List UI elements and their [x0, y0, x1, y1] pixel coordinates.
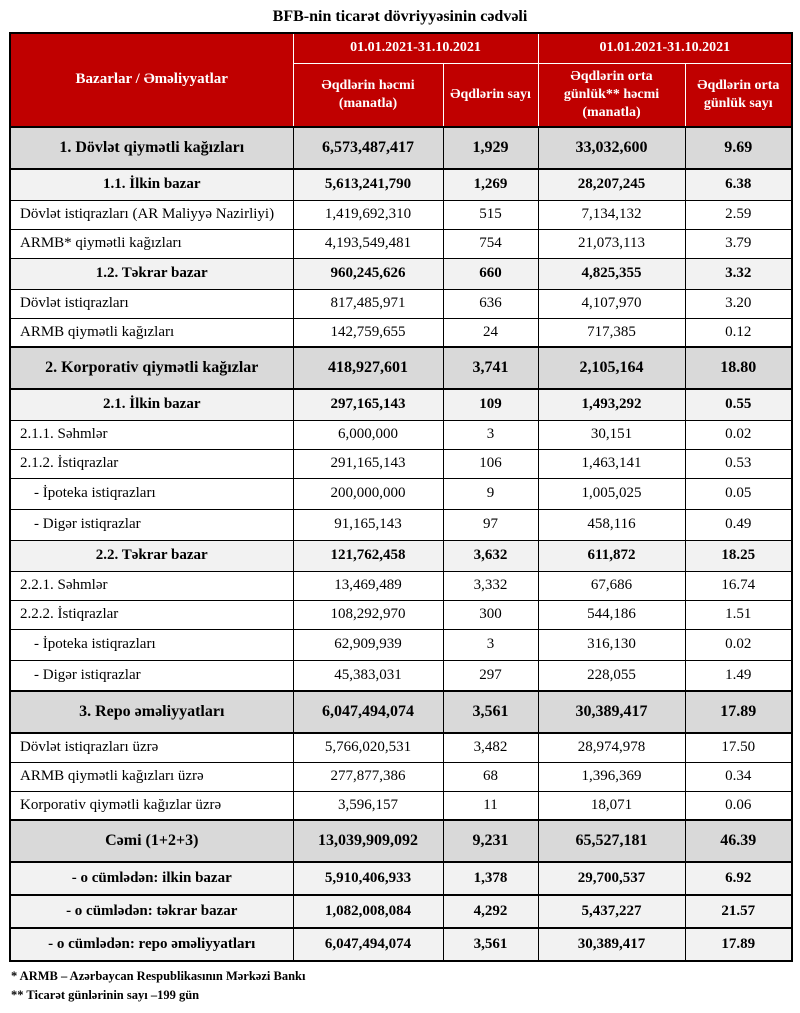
cell-deal-volume: 1,082,008,084 — [293, 895, 443, 928]
header-period-2: 01.01.2021-31.10.2021 — [538, 33, 792, 63]
cell-avg-daily-volume: 33,032,600 — [538, 127, 685, 169]
trading-turnover-table — [9, 32, 793, 962]
row-label: 2.2. Təkrar bazar — [10, 540, 293, 571]
cell-deal-count: 1,378 — [443, 862, 538, 895]
row-label: - İpoteka istiqrazları — [10, 629, 293, 660]
cell-deal-count: 3 — [443, 629, 538, 660]
cell-avg-daily-count: 0.12 — [685, 318, 792, 347]
row-label: - o cümlədən: repo əməliyyatları — [10, 928, 293, 961]
table-row-12 — [10, 509, 792, 540]
cell-avg-daily-volume: 1,396,369 — [538, 762, 685, 791]
table-row-8 — [10, 389, 792, 420]
cell-avg-daily-count: 6.92 — [685, 862, 792, 895]
cell-deal-volume: 5,613,241,790 — [293, 169, 443, 200]
table-row-9 — [10, 420, 792, 449]
cell-deal-volume: 1,419,692,310 — [293, 200, 443, 229]
cell-avg-daily-count: 1.49 — [685, 660, 792, 691]
cell-deal-count: 4,292 — [443, 895, 538, 928]
cell-deal-count: 3,561 — [443, 691, 538, 733]
row-label: Dövlət istiqrazları üzrə — [10, 733, 293, 762]
row-label: 1.2. Təkrar bazar — [10, 258, 293, 289]
cell-deal-count: 109 — [443, 389, 538, 420]
cell-avg-daily-count: 2.59 — [685, 200, 792, 229]
table-row-0 — [10, 127, 792, 169]
cell-avg-daily-volume: 30,389,417 — [538, 691, 685, 733]
cell-avg-daily-volume: 21,073,113 — [538, 229, 685, 258]
row-label: Cəmi (1+2+3) — [10, 820, 293, 862]
cell-avg-daily-volume: 65,527,181 — [538, 820, 685, 862]
cell-deal-count: 68 — [443, 762, 538, 791]
table-row-25 — [10, 928, 792, 961]
table-row-11 — [10, 478, 792, 509]
header-avg-daily-volume: Əqdlərin orta günlük** həcmi (manatla) — [538, 63, 685, 127]
row-label: 1.1. İlkin bazar — [10, 169, 293, 200]
cell-deal-count: 9,231 — [443, 820, 538, 862]
table-row-17 — [10, 660, 792, 691]
table-row-24 — [10, 895, 792, 928]
table-row-13 — [10, 540, 792, 571]
cell-deal-volume: 297,165,143 — [293, 389, 443, 420]
row-label: ARMB qiymətli kağızları — [10, 318, 293, 347]
row-label: 1. Dövlət qiymətli kağızları — [10, 127, 293, 169]
footnote-trading-days: ** Ticarət günlərinin sayı –199 gün — [11, 987, 200, 1002]
table-row-10 — [10, 449, 792, 478]
cell-avg-daily-volume: 5,437,227 — [538, 895, 685, 928]
cell-deal-count: 97 — [443, 509, 538, 540]
cell-avg-daily-count: 0.02 — [685, 420, 792, 449]
cell-avg-daily-count: 17.50 — [685, 733, 792, 762]
table-row-16 — [10, 629, 792, 660]
cell-avg-daily-volume: 67,686 — [538, 571, 685, 600]
cell-deal-count: 636 — [443, 289, 538, 318]
cell-avg-daily-count: 0.34 — [685, 762, 792, 791]
cell-avg-daily-volume: 458,116 — [538, 509, 685, 540]
cell-deal-count: 3,741 — [443, 347, 538, 389]
cell-avg-daily-volume: 30,389,417 — [538, 928, 685, 961]
row-label: - Digər istiqrazlar — [10, 509, 293, 540]
cell-avg-daily-volume: 544,186 — [538, 600, 685, 629]
row-label: 3. Repo əməliyyatları — [10, 691, 293, 733]
cell-deal-count: 3 — [443, 420, 538, 449]
row-label: ARMB* qiymətli kağızları — [10, 229, 293, 258]
cell-avg-daily-volume: 611,872 — [538, 540, 685, 571]
table-row-6 — [10, 318, 792, 347]
cell-deal-volume: 291,165,143 — [293, 449, 443, 478]
table-row-5 — [10, 289, 792, 318]
cell-avg-daily-count: 17.89 — [685, 691, 792, 733]
row-label: ARMB qiymətli kağızları üzrə — [10, 762, 293, 791]
cell-avg-daily-count: 18.25 — [685, 540, 792, 571]
cell-deal-count: 11 — [443, 791, 538, 820]
cell-avg-daily-volume: 28,207,245 — [538, 169, 685, 200]
cell-avg-daily-count: 21.57 — [685, 895, 792, 928]
cell-avg-daily-count: 17.89 — [685, 928, 792, 961]
row-label: Dövlət istiqrazları — [10, 289, 293, 318]
cell-avg-daily-count: 46.39 — [685, 820, 792, 862]
cell-deal-volume: 108,292,970 — [293, 600, 443, 629]
row-label: 2.2.2. İstiqrazlar — [10, 600, 293, 629]
cell-deal-volume: 13,469,489 — [293, 571, 443, 600]
cell-deal-count: 754 — [443, 229, 538, 258]
cell-deal-volume: 5,766,020,531 — [293, 733, 443, 762]
cell-deal-count: 3,632 — [443, 540, 538, 571]
cell-deal-count: 3,482 — [443, 733, 538, 762]
cell-avg-daily-count: 0.53 — [685, 449, 792, 478]
table-row-20 — [10, 762, 792, 791]
cell-avg-daily-count: 3.32 — [685, 258, 792, 289]
cell-avg-daily-count: 1.51 — [685, 600, 792, 629]
cell-avg-daily-count: 3.79 — [685, 229, 792, 258]
cell-deal-volume: 418,927,601 — [293, 347, 443, 389]
cell-avg-daily-count: 0.05 — [685, 478, 792, 509]
cell-deal-count: 24 — [443, 318, 538, 347]
cell-deal-count: 297 — [443, 660, 538, 691]
cell-avg-daily-count: 18.80 — [685, 347, 792, 389]
cell-deal-volume: 142,759,655 — [293, 318, 443, 347]
cell-deal-count: 1,929 — [443, 127, 538, 169]
cell-deal-volume: 62,909,939 — [293, 629, 443, 660]
table-row-21 — [10, 791, 792, 820]
cell-deal-count: 3,561 — [443, 928, 538, 961]
page-title: BFB-nin ticarət dövriyyəsinin cədvəli — [272, 8, 528, 25]
cell-deal-count: 9 — [443, 478, 538, 509]
cell-deal-volume: 3,596,157 — [293, 791, 443, 820]
cell-avg-daily-count: 9.69 — [685, 127, 792, 169]
cell-avg-daily-count: 6.38 — [685, 169, 792, 200]
cell-deal-count: 106 — [443, 449, 538, 478]
footnote-armb: * ARMB – Azərbaycan Respublikasının Mərkəzi Bankı — [11, 969, 306, 984]
cell-avg-daily-count: 0.55 — [685, 389, 792, 420]
header-row-periods — [10, 33, 792, 63]
row-label: 2. Korporativ qiymətli kağızlar — [10, 347, 293, 389]
cell-deal-count: 3,332 — [443, 571, 538, 600]
header-deal-volume: Əqdlərin həcmi (manatla) — [293, 63, 443, 127]
row-label: 2.2.1. Səhmlər — [10, 571, 293, 600]
cell-deal-count: 515 — [443, 200, 538, 229]
cell-deal-volume: 121,762,458 — [293, 540, 443, 571]
cell-avg-daily-volume: 4,825,355 — [538, 258, 685, 289]
cell-avg-daily-count: 0.02 — [685, 629, 792, 660]
table-row-7 — [10, 347, 792, 389]
header-deal-count: Əqdlərin sayı — [443, 63, 538, 127]
cell-avg-daily-volume: 717,385 — [538, 318, 685, 347]
cell-avg-daily-volume: 28,974,978 — [538, 733, 685, 762]
cell-avg-daily-volume: 29,700,537 — [538, 862, 685, 895]
cell-deal-volume: 4,193,549,481 — [293, 229, 443, 258]
header-avg-daily-count: Əqdlərin orta günlük sayı — [685, 63, 792, 127]
table-row-15 — [10, 600, 792, 629]
row-label: 2.1.1. Səhmlər — [10, 420, 293, 449]
table-body — [10, 127, 792, 961]
header-markets-operations: Bazarlar / Əməliyyatlar — [10, 33, 293, 127]
cell-deal-volume: 817,485,971 — [293, 289, 443, 318]
table-row-22 — [10, 820, 792, 862]
cell-avg-daily-volume: 1,005,025 — [538, 478, 685, 509]
row-label: - o cümlədən: təkrar bazar — [10, 895, 293, 928]
cell-deal-volume: 6,573,487,417 — [293, 127, 443, 169]
table-row-1 — [10, 169, 792, 200]
row-label: 2.1. İlkin bazar — [10, 389, 293, 420]
table-header — [10, 33, 792, 127]
table-row-14 — [10, 571, 792, 600]
cell-deal-volume: 45,383,031 — [293, 660, 443, 691]
cell-avg-daily-volume: 1,493,292 — [538, 389, 685, 420]
cell-avg-daily-volume: 18,071 — [538, 791, 685, 820]
cell-avg-daily-volume: 30,151 — [538, 420, 685, 449]
row-label: - Digər istiqrazlar — [10, 660, 293, 691]
cell-deal-volume: 6,000,000 — [293, 420, 443, 449]
table-row-4 — [10, 258, 792, 289]
cell-deal-volume: 91,165,143 — [293, 509, 443, 540]
cell-deal-volume: 200,000,000 — [293, 478, 443, 509]
cell-avg-daily-volume: 7,134,132 — [538, 200, 685, 229]
row-label: Korporativ qiymətli kağızlar üzrə — [10, 791, 293, 820]
cell-avg-daily-count: 3.20 — [685, 289, 792, 318]
cell-avg-daily-count: 16.74 — [685, 571, 792, 600]
cell-deal-volume: 6,047,494,074 — [293, 691, 443, 733]
row-label: - o cümlədən: ilkin bazar — [10, 862, 293, 895]
cell-deal-volume: 6,047,494,074 — [293, 928, 443, 961]
cell-avg-daily-count: 0.49 — [685, 509, 792, 540]
footnotes — [9, 962, 791, 1005]
cell-deal-volume: 13,039,909,092 — [293, 820, 443, 862]
row-label: - İpoteka istiqrazları — [10, 478, 293, 509]
cell-avg-daily-volume: 316,130 — [538, 629, 685, 660]
table-row-23 — [10, 862, 792, 895]
row-label: Dövlət istiqrazları (AR Maliyyə Nazirliyi) — [10, 200, 293, 229]
table-row-3 — [10, 229, 792, 258]
cell-avg-daily-volume: 4,107,970 — [538, 289, 685, 318]
table-row-19 — [10, 733, 792, 762]
cell-avg-daily-volume: 2,105,164 — [538, 347, 685, 389]
cell-deal-volume: 5,910,406,933 — [293, 862, 443, 895]
cell-deal-volume: 277,877,386 — [293, 762, 443, 791]
table-row-2 — [10, 200, 792, 229]
cell-deal-volume: 960,245,626 — [293, 258, 443, 289]
cell-deal-count: 660 — [443, 258, 538, 289]
cell-avg-daily-volume: 228,055 — [538, 660, 685, 691]
cell-avg-daily-volume: 1,463,141 — [538, 449, 685, 478]
cell-deal-count: 1,269 — [443, 169, 538, 200]
cell-deal-count: 300 — [443, 600, 538, 629]
cell-avg-daily-count: 0.06 — [685, 791, 792, 820]
header-period-1: 01.01.2021-31.10.2021 — [293, 33, 538, 63]
row-label: 2.1.2. İstiqrazlar — [10, 449, 293, 478]
table-row-18 — [10, 691, 792, 733]
